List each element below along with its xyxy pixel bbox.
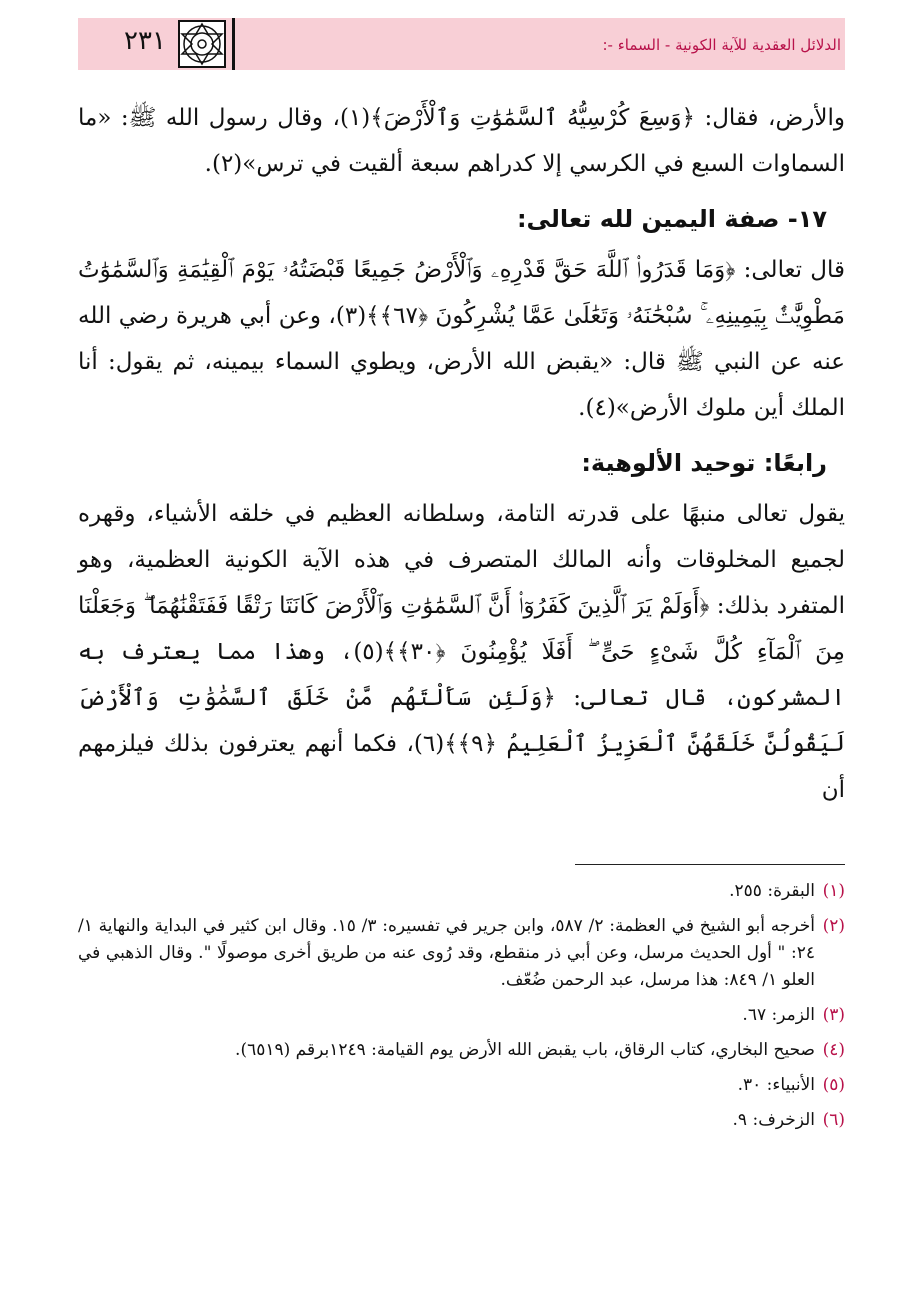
footnote-5 <box>78 1072 845 1099</box>
footnote-2 <box>78 913 845 994</box>
footnote-number: (٥) <box>822 1075 845 1095</box>
footnote-number: (٤) <box>822 1040 845 1060</box>
footnote-3 <box>78 1002 845 1029</box>
header-divider <box>232 18 235 70</box>
footnote-text: الزمر: ٦٧. <box>742 1005 815 1025</box>
footnote-number: (١) <box>822 881 845 901</box>
running-title: الدلائل العقدية للآية الكونية - السماء -: <box>602 36 841 54</box>
footnote-number: (٣) <box>822 1005 845 1025</box>
paragraph-1: والأرض، فقال: ﴿وَسِعَ كُرْسِيُّهُ ٱلسَّمَٰوَٰتِ وَٱلْأَرْضَ﴾(١)، وقال رسول الله ﷺ: «ما السماوات السبع في الكرسي إلا كدراهم سبعة ألقيت في ترس»(٢). <box>78 105 845 177</box>
ornament-icon <box>178 20 226 68</box>
footnote-text: أخرجه أبو الشيخ في العظمة: ٢/ ٥٨٧، وابن جرير في تفسيره: ٣/ ١٥. وقال ابن كثير في البداية والنهاية ١/ ٢٤: " أول الحديث مرسل، وعن أبي ذر منقطع، وقد رُوى عنه من طريق أخرى موصولًا ". وقال الذهبي في العلو ١/ ٨٤٩: هذا مرسل، عبد الرحمن ضُعّف. <box>78 916 815 990</box>
footnote-text: صحيح البخاري، كتاب الرقاق، باب يقبض الله الأرض يوم القيامة: ١٢٤٩برقم (٦٥١٩). <box>235 1040 815 1060</box>
page-header <box>78 18 845 70</box>
footnotes <box>78 878 845 1142</box>
footnote-text: الأنبياء: ٣٠. <box>737 1075 815 1095</box>
footnote-6 <box>78 1107 845 1134</box>
paragraph-3: يقول تعالى منبهًا على قدرته التامة، وسلطانه العظيم في خلقه الأشياء، وقهره لجميع المخلوقات وأنه المالك المتصرف في هذه الآية الكونية العظمية، وهو المتفرد بذلك: ﴿أَوَلَمْ يَرَ ٱلَّذِينَ كَفَرُوٓا۟ أَنَّ ٱلسَّمَٰوَٰتِ وَٱلْأَرْضَ كَانَتَا رَتْقًا فَفَتَقْنَٰهُمَا ۖ وَجَعَلْنَا مِنَ ٱلْمَآءِ كُلَّ شَىْءٍ حَىٍّ ۖ أَفَلَا يُؤْمِنُونَ ﴿٣٠﴾﴾(٥)، وهذا مما يعترف به المشركون، قال تعالى: ﴿وَلَئِن سَأَلْتَهُم مَّنْ خَلَقَ ٱلسَّمَٰوَٰتِ وَٱلْأَرْضَ لَيَقُولُنَّ خَلَقَهُنَّ ٱلْعَزِيزُ ٱلْعَلِيمُ ﴿٩﴾﴾(٦)، فكما أنهم يعترفون بذلك فيلزمهم أن <box>78 501 845 803</box>
section-heading-4: رابعًا: توحيد الألوهية: <box>581 449 827 477</box>
main-text <box>78 95 845 813</box>
footnote-text: الزخرف: ٩. <box>732 1110 815 1130</box>
footnote-1 <box>78 878 845 905</box>
footnote-text: البقرة: ٢٥٥. <box>729 881 815 901</box>
page-number: ٢٣١ <box>124 26 166 56</box>
section-heading-17: ١٧- صفة اليمين لله تعالى: <box>516 205 827 233</box>
paragraph-2: قال تعالى: ﴿وَمَا قَدَرُوا۟ ٱللَّهَ حَقَّ قَدْرِهِۦ وَٱلْأَرْضُ جَمِيعًا قَبْضَتُهُۥ يَوْمَ ٱلْقِيَٰمَةِ وَٱلسَّمَٰوَٰتُ مَطْوِيَّٰتٌۢ بِيَمِينِهِۦ ۚ سُبْحَٰنَهُۥ وَتَعَٰلَىٰ عَمَّا يُشْرِكُونَ ﴿٦٧﴾﴾(٣)، وعن أبي هريرة رضي الله عنه عن النبي ﷺ قال: «يقبض الله الأرض، ويطوي السماء بيمينه، ثم يقول: أنا الملك أين ملوك الأرض»(٤). <box>78 257 845 421</box>
footnote-4 <box>78 1037 845 1064</box>
footnote-separator <box>575 864 845 865</box>
footnote-number: (٦) <box>822 1110 845 1130</box>
footnote-number: (٢) <box>822 916 845 936</box>
